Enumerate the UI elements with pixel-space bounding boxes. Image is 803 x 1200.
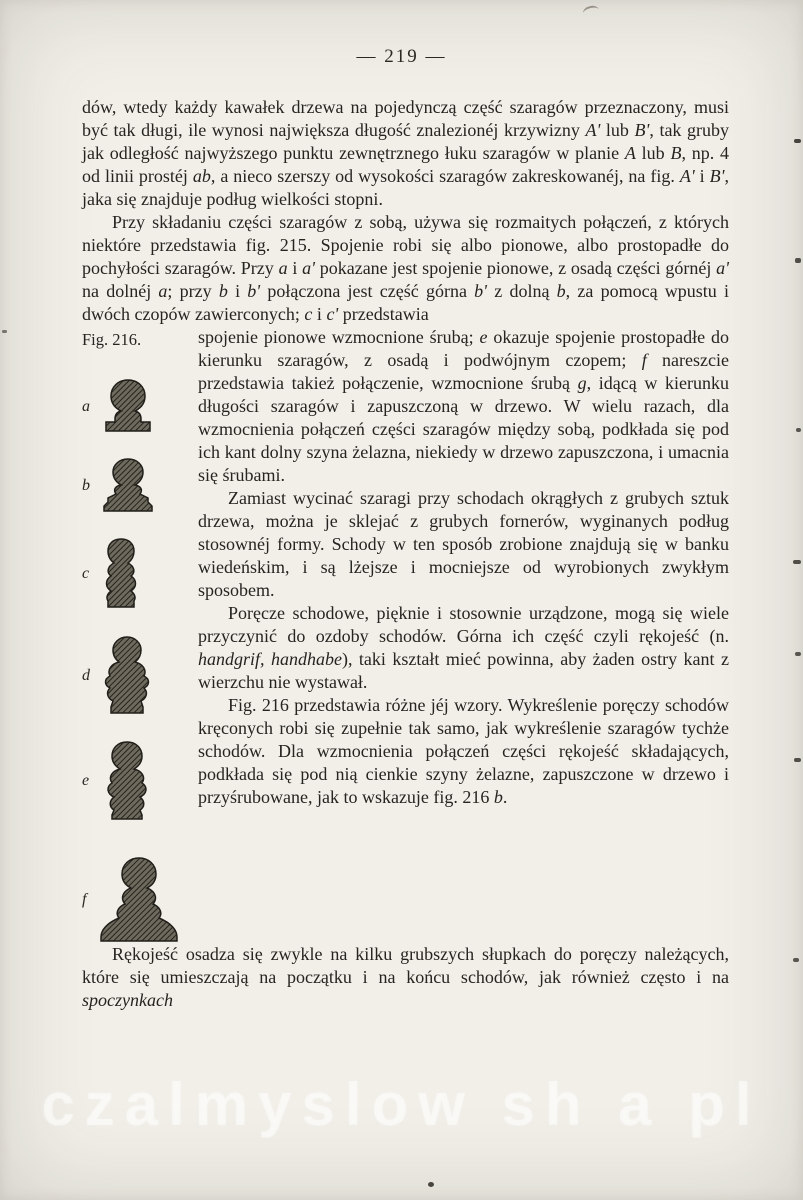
paragraph-4: Poręcze schodowe, pięknie i stosownie urządzone, mogą się wiele przyczynić do ozdoby schodów. Górna ich część czyli rękojeść (n. handgrif, handhabe), taki kształt mieć powinna, aby żaden ostry kant z wierzchu nie wystawał. (198, 603, 729, 692)
handrail-profile-e (82, 739, 190, 821)
figure-letter-b: b (82, 476, 90, 494)
scan-artifact (795, 258, 801, 263)
figure-label: Fig. 216. (82, 330, 142, 349)
paragraph-6: Rękojeść osadza się zwykle na kilku grubszych słupkach do poręczy należących, które się umieszczają na początku i na końcu schodów, jak również często i na spoczynkach (82, 944, 729, 1010)
handrail-profile-d (82, 635, 190, 715)
page-number: — 219 — (356, 46, 447, 67)
profile-c-drawing (97, 537, 145, 609)
figure-letter-d: d (82, 666, 90, 684)
scan-artifact (793, 560, 801, 564)
profile-a-drawing (97, 377, 159, 435)
watermark: czalmyslow sh a pl (41, 1071, 762, 1138)
scan-artifact (795, 652, 801, 656)
figure-letter-a: a (82, 397, 90, 415)
scan-artifact (794, 139, 801, 143)
handrail-profile-b (82, 457, 190, 513)
paragraph-3: Zamiast wycinać szaragi przy schodach okrągłych z grubych sztuk drzewa, można je sklejać z grubych fornerów, wyginanych podług stosownéj formy. Schody w ten sposób zrobione znajdują się w banku wiedeńskim, i są lżejsze i mocniejsze od wyrobionych zwykłym sposobem. (198, 488, 729, 600)
figure-letter-e: e (82, 771, 90, 789)
figure-216 (82, 328, 190, 943)
profile-e-drawing (97, 739, 157, 821)
handrail-profile-c (82, 537, 190, 609)
scan-artifact (428, 1182, 434, 1187)
scan-artifact (796, 428, 801, 432)
figure-letter-f: f (82, 890, 87, 908)
figure-letter-c: c (82, 564, 90, 582)
handrail-profile-a (82, 377, 190, 435)
page-text-block (82, 96, 729, 1012)
profile-d-drawing (97, 635, 157, 715)
paragraph-2-part-1: Przy składaniu części szaragów z sobą, używa się rozmaitych połączeń, z których niektóre przedstawia fig. 215. Spojenie robi się albo pionowe, albo prostopadłe do pochyłości szaragów. Przy a i a' pokazane jest spojenie pionowe, z osadą części górnéj a' na dolnéj a; przy b i b' połączona jest część górna b' z dolną b, za pomocą wpustu i dwóch czopów zawierconych; c i c' przedstawia (82, 212, 729, 324)
scan-artifact (794, 758, 801, 762)
paragraph-1: dów, wtedy każdy kawałek drzewa na pojedynczą część szaragów przeznaczony, musi być tak długi, ile wynosi największa długość znalezionéj krzywizny A' lub B', tak gruby jak odległość najwyższego punktu zewnętrznego łuku szaragów w planie A lub B, np. 4 od linii prostéj ab, a nieco szerszy od wysokości szaragów zakreskowanéj, na fig. A' i B', jaka się znajduje podług wielkości stopni. (82, 97, 730, 209)
paragraph-5: Fig. 216 przedstawia różne jéj wzory. Wykreślenie poręczy schodów kręconych robi się zupełnie tak samo, jak wykreślenie szaragów tychże schodów. Dla wzmocnienia połączeń części rękojeść składających, podkłada się pod nią cienkie szyny żelazne, zapuszczone w drzewo i przyśrubowane, jak to wskazuje fig. 216 b. (198, 695, 729, 807)
profile-b-drawing (97, 457, 159, 513)
handrail-profile-f (82, 855, 190, 943)
profile-f-drawing (97, 855, 181, 943)
scan-artifact (2, 330, 7, 333)
paragraph-2-part-2: spojenie pionowe wzmocnione śrubą; e okazuje spojenie prostopadłe do kierunku szaragów, z osadą i podwójnym czopem; f nareszcie przedstawia takież połączenie, wzmocnione śrubą g, idącą w kierunku długości szaragów i zapuszczoną w drzewo. W wielu razach, dla wzmocnienia połączeń części szaragów między sobą, podkłada się pod ich kant dolny szyna żelazna, niekiedy w drzewo zapuszczona, i umacnia się śrubami. (198, 327, 729, 485)
scan-artifact (793, 958, 799, 962)
